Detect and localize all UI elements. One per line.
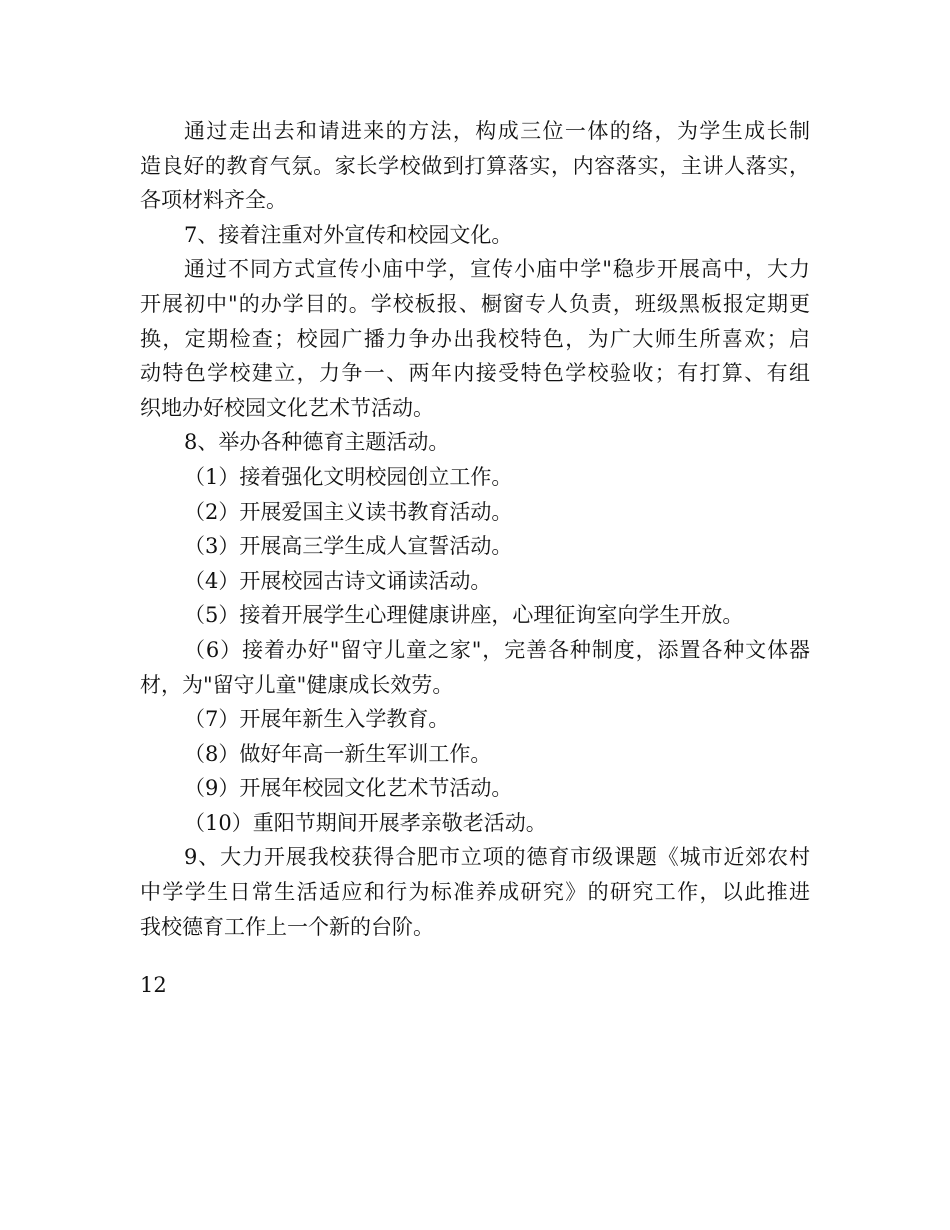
- list-item: （2）开展爱国主义读书教育活动。: [184, 499, 513, 524]
- list-item: （1）接着强化文明校园创立工作。: [184, 464, 513, 489]
- list-item: （6）接着办好"留守儿童之家"，完善各种制度，添置各种文体器: [184, 637, 810, 662]
- paragraph-line: 动特色学校建立，力争一、两年内接受特色学校验收；有打算、有组: [140, 361, 810, 386]
- list-item: （3）开展高三学生成人宣誓活动。: [184, 534, 513, 559]
- list-item: （5）接着开展学生心理健康讲座，心理征询室向学生开放。: [184, 603, 744, 628]
- list-item-continuation: 材，为"留守儿童"健康成长效劳。: [140, 672, 454, 697]
- list-item: （8）做好年高一新生军训工作。: [184, 741, 492, 766]
- section-heading: 8、举办各种德育主题活动。: [184, 430, 450, 455]
- list-item: （9）开展年校园文化艺术节活动。: [184, 776, 513, 801]
- paragraph-line: 换，定期检查；校园广播力争办出我校特色，为广大师生所喜欢；启: [140, 326, 810, 351]
- paragraph-line: 我校德育工作上一个新的台阶。: [140, 914, 434, 939]
- section-heading: 9、大力开展我校获得合肥市立项的德育市级课题《城市近郊农村: [184, 845, 810, 870]
- paragraph-line: 织地办好校园文化艺术节活动。: [140, 395, 434, 420]
- list-item: （4）开展校园古诗文诵读活动。: [184, 568, 492, 593]
- paragraph-line: 通过不同方式宣传小庙中学，宣传小庙中学"稳步开展高中，大力: [184, 257, 810, 282]
- document-body: [140, 114, 810, 944]
- paragraph-line: 中学学生日常生活适应和行为标准养成研究》的研究工作，以此推进: [140, 880, 810, 905]
- list-item: （10）重阳节期间开展孝亲敬老活动。: [184, 810, 547, 835]
- section-heading: 7、接着注重对外宣传和校园文化。: [184, 222, 513, 247]
- paragraph-line: 造良好的教育气氛。家长学校做到打算落实，内容落实，主讲人落实，: [140, 153, 810, 178]
- list-item: （7）开展年新生入学教育。: [184, 707, 450, 732]
- paragraph-line: 通过走出去和请进来的方法，构成三位一体的络，为学生成长制: [184, 119, 810, 143]
- page-number: 12: [140, 973, 167, 997]
- paragraph-line: 开展初中"的办学目的。学校板报、橱窗专人负责，班级黑板报定期更: [140, 291, 810, 316]
- paragraph-line: 各项材料齐全。: [140, 188, 287, 213]
